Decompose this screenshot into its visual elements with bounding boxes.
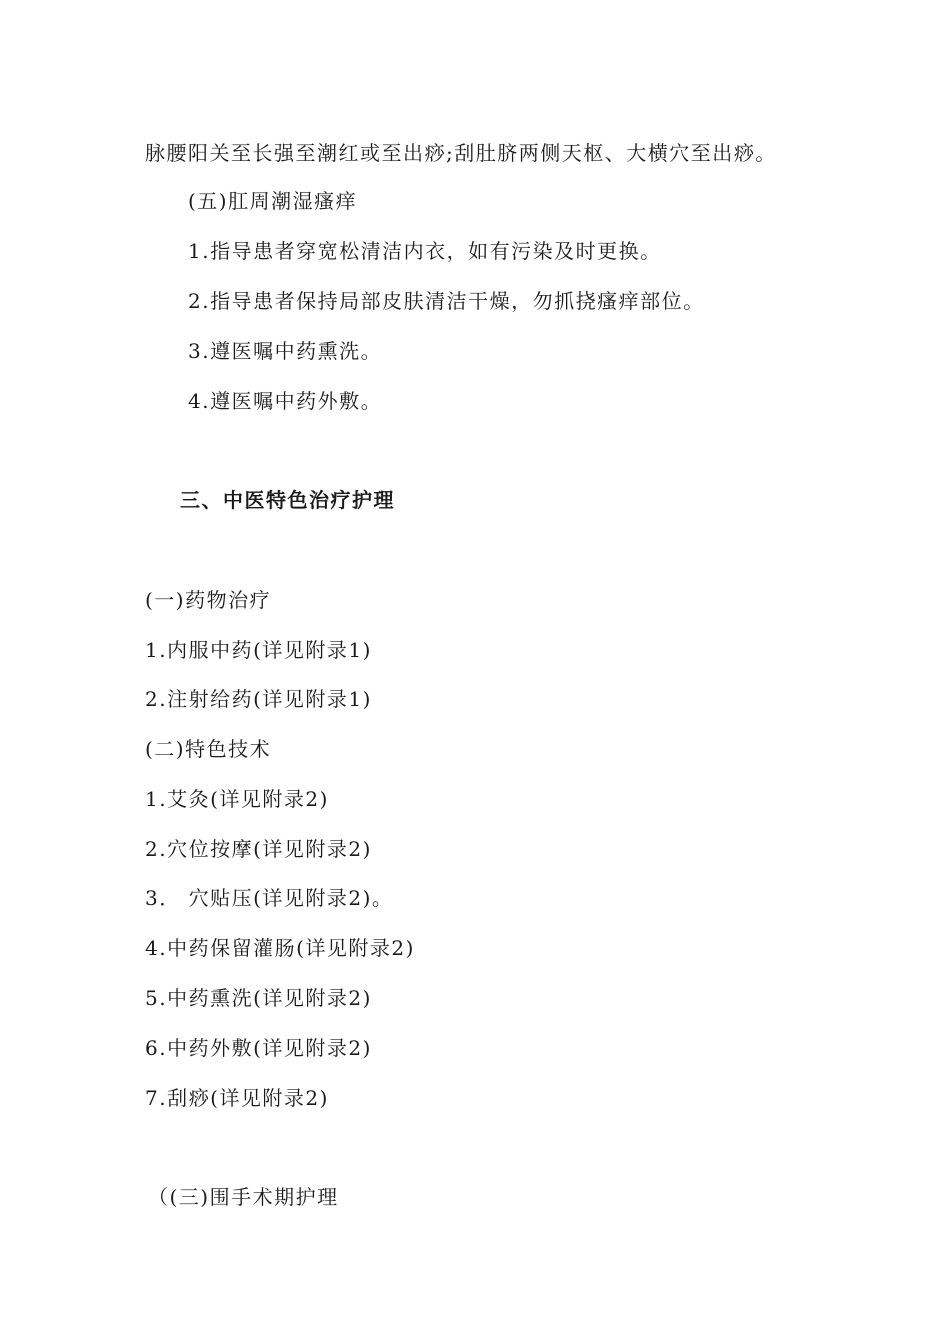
subsection-1-item: 2.注射给药(详见附录1) — [145, 687, 372, 711]
subsection-3-title: （(三)围手术期护理 — [148, 1185, 339, 1209]
subsection-2-item: 2.穴位按摩(详见附录2) — [145, 837, 372, 861]
subsection-2-item: 5.中药熏洗(详见附录2) — [145, 986, 372, 1010]
section-3-heading: 三、中医特色治疗护理 — [180, 488, 395, 512]
subsection-1-item: 1.内服中药(详见附录1) — [145, 638, 372, 662]
subsection-5-item: 4.遵医嘱中药外敷。 — [188, 389, 383, 413]
subsection-2-item: 7.刮痧(详见附录2) — [145, 1086, 329, 1110]
subsection-2-item: 1.艾灸(详见附录2) — [145, 787, 329, 811]
subsection-2-item: 6.中药外敷(详见附录2) — [145, 1036, 372, 1060]
subsection-2-item: 4.中药保留灌肠(详见附录2) — [145, 936, 415, 960]
continuation-paragraph: 脉腰阳关至长强至潮红或至出痧;刮肚脐两侧天枢、大横穴至出痧。 — [145, 141, 777, 165]
subsection-2-item: 3． 穴贴压(详见附录2)。 — [145, 886, 394, 910]
subsection-5-title: (五)肛周潮湿瘙痒 — [188, 189, 358, 213]
subsection-1-title: (一)药物治疗 — [145, 588, 272, 612]
subsection-5-item: 2.指导患者保持局部皮肤清洁干燥，勿抓挠瘙痒部位。 — [188, 289, 705, 313]
subsection-2-title: (二)特色技术 — [145, 737, 272, 761]
subsection-5-item: 3.遵医嘱中药熏洗。 — [188, 339, 383, 363]
subsection-5-item: 1.指导患者穿宽松清洁内衣，如有污染及时更换。 — [188, 239, 662, 263]
